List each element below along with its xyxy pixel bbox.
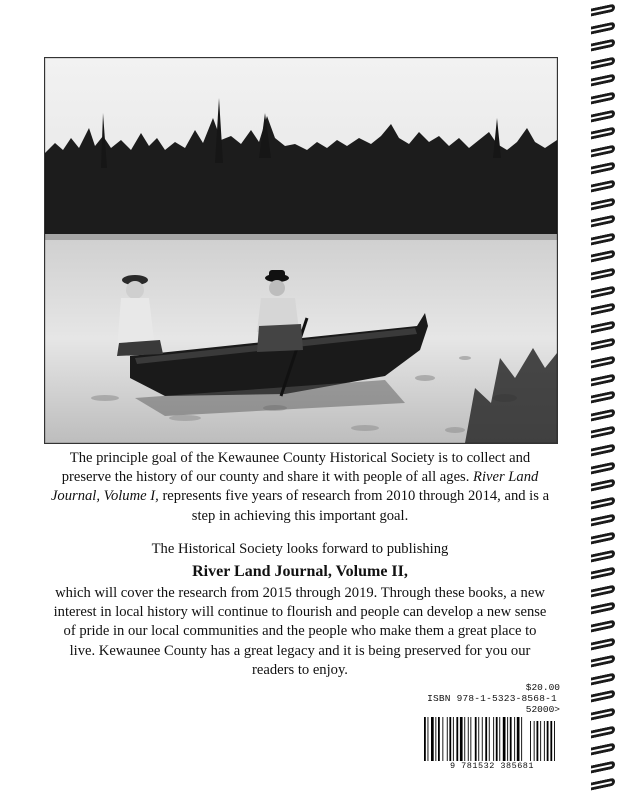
- barcode-addon-bar: [530, 721, 531, 761]
- isbn-label: ISBN 978-1-5323-8568-1: [427, 693, 557, 704]
- spiral-coil: [591, 707, 615, 720]
- spiral-binding: [585, 0, 617, 800]
- volume-one-title: River Land Journal, Volume I,: [50, 469, 539, 505]
- barcode-addon: 52000>: [525, 704, 560, 715]
- price-label: $20.00: [525, 682, 560, 693]
- spiral-coil: [591, 74, 615, 87]
- spiral-coil: [591, 637, 615, 650]
- barcode-bar: [489, 717, 490, 761]
- spiral-coil: [591, 725, 615, 738]
- spiral-coil: [591, 338, 615, 351]
- barcode-bar: [517, 717, 520, 761]
- barcode-bar: [485, 717, 487, 761]
- barcode-bar: [503, 717, 506, 761]
- barcode-bar: [447, 717, 448, 761]
- historical-photo: [44, 57, 558, 444]
- volume-two-title: River Land Journal, Volume II,: [192, 563, 408, 581]
- barcode-bar: [428, 717, 429, 761]
- mission-text: The principle goal of the Kewaunee County Historical Society is to collect and preserve the history of our county and share it with people of all ages.: [61, 450, 531, 486]
- barcode-addon-bar: [544, 721, 545, 761]
- barcode-addon-bar: [534, 721, 535, 761]
- barcode-addon-bar: [550, 721, 552, 761]
- spiral-coil: [591, 778, 615, 791]
- spiral-coil: [591, 391, 615, 404]
- barcode-addon-bar: [554, 721, 555, 761]
- barcode-bar: [482, 717, 483, 761]
- spiral-coil: [591, 672, 615, 685]
- spiral-coil: [591, 531, 615, 544]
- barcode-bar: [499, 717, 500, 761]
- barcode-bar: [438, 717, 440, 761]
- spiral-coil: [591, 91, 615, 104]
- barcode-bar: [510, 717, 512, 761]
- spiral-coil: [591, 426, 615, 439]
- spiral-coil: [591, 3, 615, 16]
- spiral-coil: [591, 373, 615, 386]
- spiral-coil: [591, 21, 615, 34]
- barcode-bar: [435, 717, 436, 761]
- barcode-digits: 9 781532 385681: [449, 761, 534, 771]
- spiral-coil: [591, 56, 615, 69]
- spiral-coil: [591, 285, 615, 298]
- barcode-bar: [493, 717, 494, 761]
- barcode-bar: [442, 717, 443, 761]
- spiral-coil: [591, 655, 615, 668]
- spiral-coil: [591, 39, 615, 52]
- spiral-coil: [591, 109, 615, 122]
- barcode-bar: [453, 717, 454, 761]
- barcode-bar: [464, 717, 465, 761]
- photo-illustration: [45, 58, 557, 443]
- spiral-coil: [591, 267, 615, 280]
- spiral-coil: [591, 690, 615, 703]
- barcode-bar: [470, 717, 471, 761]
- spiral-coil: [591, 619, 615, 632]
- spiral-coil: [591, 479, 615, 492]
- spiral-coil: [591, 567, 615, 580]
- barcode-bar: [496, 717, 498, 761]
- spiral-coil: [591, 602, 615, 615]
- barcode-bar: [449, 717, 451, 761]
- barcode-bars: [424, 717, 560, 761]
- isbn-barcode: [424, 683, 560, 773]
- barcode-addon-bar: [540, 721, 541, 761]
- cover-text: [50, 449, 550, 680]
- barcode-bar: [424, 717, 426, 761]
- spiral-coil: [591, 549, 615, 562]
- spiral-coil: [591, 179, 615, 192]
- barcode-bar: [507, 717, 508, 761]
- barcode-bar: [431, 717, 434, 761]
- barcode-bar: [460, 717, 463, 761]
- barcode-addon-bar: [537, 721, 539, 761]
- barcode-bar: [521, 717, 522, 761]
- spiral-coil: [591, 760, 615, 773]
- mission-text-continued: represents five years of research from 2010 through 2014, and is a step in achieving this important goal.: [162, 488, 550, 524]
- spiral-coil: [591, 514, 615, 527]
- future-paragraph: which will cover the research from 2015 through 2019. Through these books, a new interest in local history will continue to flourish and people can develop a new sense of pride in our local communities and the people who make them a great place to live. Kewaunee County has a great legacy and it is being preserved for you our readers to enjoy.: [53, 585, 547, 678]
- barcode-addon-bar: [547, 721, 549, 761]
- spiral-coil: [591, 127, 615, 140]
- spiral-coil: [591, 232, 615, 245]
- spiral-coil: [591, 408, 615, 421]
- barcode-bar: [514, 717, 515, 761]
- barcode-bar: [478, 717, 479, 761]
- barcode-bar: [468, 717, 469, 761]
- spiral-coil: [591, 443, 615, 456]
- spiral-coil: [591, 197, 615, 210]
- spiral-coil: [591, 355, 615, 368]
- spiral-coil: [591, 303, 615, 316]
- barcode-bar: [475, 717, 477, 761]
- spiral-coil: [591, 584, 615, 597]
- spiral-coil: [591, 215, 615, 228]
- spiral-coil: [591, 162, 615, 175]
- spiral-coil: [591, 496, 615, 509]
- intro-line: The Historical Society looks forward to publishing: [151, 540, 449, 557]
- mission-paragraph: [50, 449, 550, 526]
- spiral-coil: [591, 461, 615, 474]
- spiral-coil: [591, 250, 615, 263]
- spiral-coil: [591, 320, 615, 333]
- barcode-bar: [456, 717, 458, 761]
- spiral-coil: [591, 743, 615, 756]
- spiral-coil: [591, 144, 615, 157]
